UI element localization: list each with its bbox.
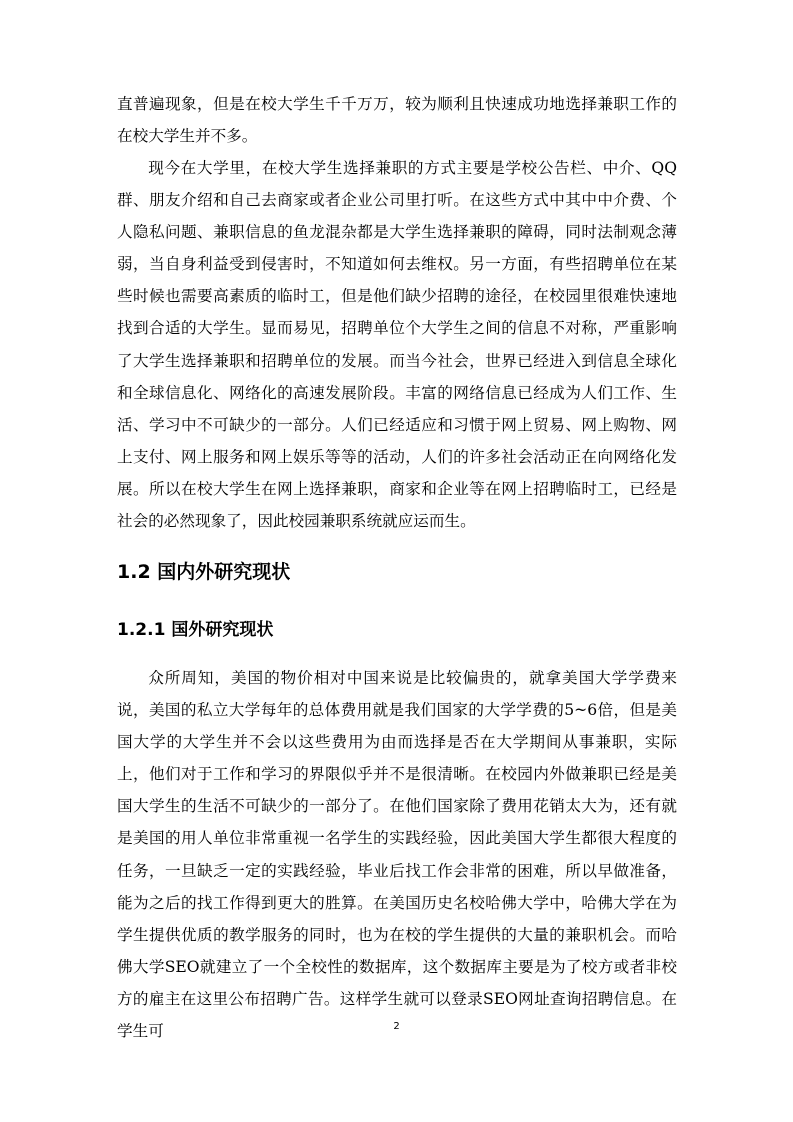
paragraph-continuation: 直普遍现象，但是在校大学生千千万万，较为顺利且快速成功地选择兼职工作的在校大学生并不多。 [117,95,677,146]
page-number: 2 [393,1021,400,1032]
paragraph-foreign-research: 众所周知，美国的物价相对中国来说是比较偏贵的，就拿美国大学学费来说，美国的私立大学每年的总体费用就是我们国家的大学学费的5~6倍，但是美国大学的大学生并不会以这些费用为由而选择是否在大学期间从事兼职，实际上，他们对于工作和学习的界限似乎并不是很清晰。在校园内外做兼职已经是美国大学生的生活不可缺少的一部分了。在他们国家除了费用花销太大为，还有就是美国的用人单位非常重视一名学生的实践经验，因此美国大学生都很大程度的任务，一旦缺乏一定的实践经验，毕业后找工作会非常的困难，所以早做准备，能为之后的找工作得到更大的胜算。在美国历史名校哈佛大学中，哈佛大学在为学生提供优质的教学服务的同时，也为在校的学生提供的大量的兼职机会。而哈佛大学SEO就建立了一个全校性的数据库，这个数据库主要是为了校方或者非校方的雇主在这里公布招聘广告。这样学生就可以登录SEO网址查询招聘信息。在学生可 [117,669,677,1041]
section-heading: 1.2 国内外研究现状 [117,561,291,583]
subsection-heading: 1.2.1 国外研究现状 [117,620,274,640]
paragraph-background: 现今在大学里，在校大学生选择兼职的方式主要是学校公告栏、中介、QQ群、朋友介绍和自己去商家或者企业公司里打听。在这些方式中其中中介费、个人隐私问题、兼职信息的鱼龙混杂都是大学生选择兼职的障碍，同时法制观念薄弱，当自身利益受到侵害时，不知道如何去维权。另一方面，有些招聘单位在某些时候也需要高素质的临时工，但是他们缺少招聘的途径，在校园里很难快速地找到合适的大学生。显而易见，招聘单位个大学生之间的信息不对称，严重影响了大学生选择兼职和招聘单位的发展。而当今社会，世界已经进入到信息全球化和全球信息化、网络化的高速发展阶段。丰富的网络信息已经成为人们工作、生活、学习中不可缺少的一部分。人们已经适应和习惯于网上贸易、网上购物、网上支付、网上服务和网上娱乐等等的活动，人们的许多社会活动正在向网络化发展。所以在校大学生在网上选择兼职，商家和企业等在网上招聘临时工，已经是社会的必然现象了，因此校园兼职系统就应运而生。 [117,159,677,531]
